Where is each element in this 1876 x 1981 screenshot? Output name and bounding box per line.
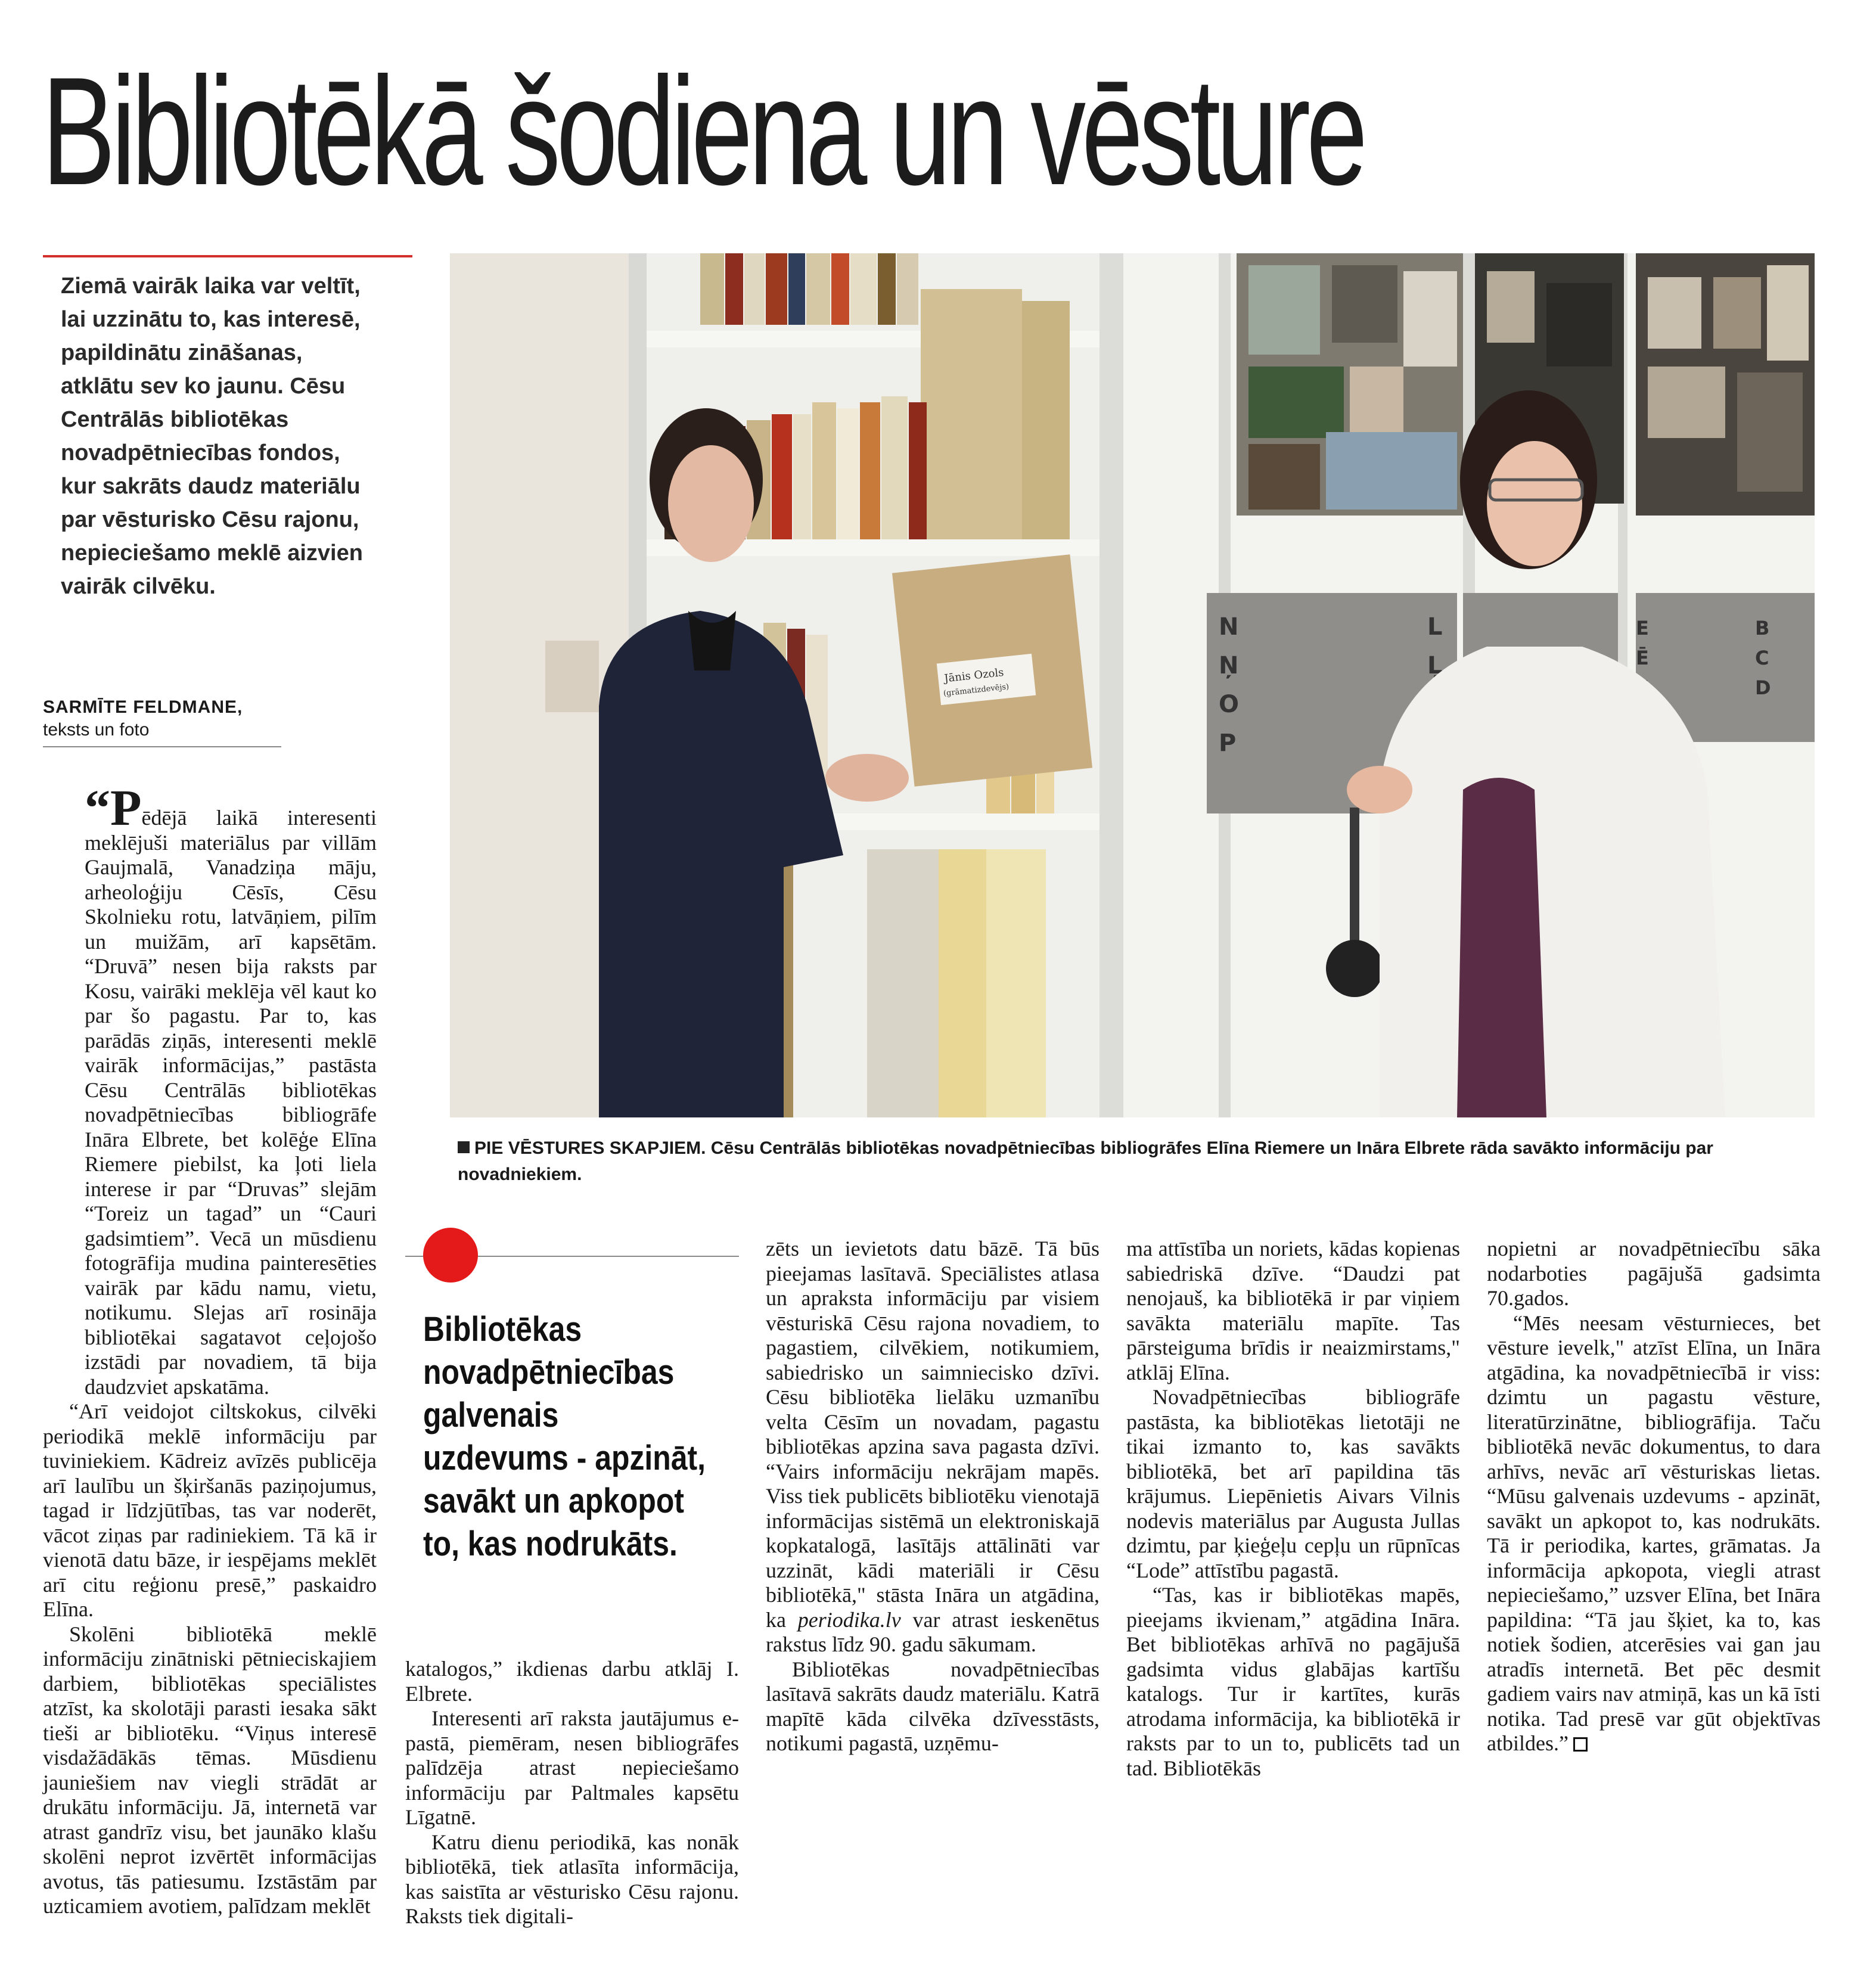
- dropcap: “P: [85, 779, 142, 836]
- shelf-letter: Ē: [1636, 647, 1649, 669]
- red-dot-marker: [423, 1228, 478, 1283]
- article-column-5: [1487, 1237, 1821, 1756]
- article-column-1: [43, 779, 377, 1919]
- folder-sublabel: (grāmatizdevējs): [943, 682, 1010, 698]
- article-paragraph: “Tas, kas ir bibliotēkas mapēs, pieejams ikvienam,” atgādina Ināra. Bet bibliotēkas arhīvā no pagājušā gadsimta vidus glabājas kartīšu katalogs. Tur ir kartītes, kurās atrodama informācija, ka bibliotēkā ir raksts par to un to, publicēts tad un tad. Bibliotēkās: [1126, 1583, 1460, 1780]
- article-paragraph: katalogos,” ikdienas darbu atklāj I. Elbrete.: [405, 1657, 739, 1706]
- article-column-2: [405, 1657, 739, 1929]
- end-mark-icon: [1573, 1737, 1588, 1752]
- red-rule: [43, 255, 412, 257]
- lead-paragraph: Ziemā vairāk laika var veltīt, lai uzzinātu to, kas interesē, papildinātu zināšanas, atklātu sev ko jaunu. Cēsu Centrālās bibliotēkas novadpētniecības fondos, kur sakrāts daudz materiālu par vēsturisko Cēsu rajonu, nepieciešamo meklē aizvien vairāk cilvēku.: [61, 274, 363, 599]
- pullquote: Bibliotēkas novadpētniecības galvenais uzdevums - apzināt, savākt un apkopot to, kas nodrukāts.: [423, 1310, 706, 1563]
- article-paragraph: “Mēs neesam vēsturnieces, bet vēsture ievelk," atzīst Elīna, un Ināra atgādina, ka novadpētniecībā ir viss: dzimtu un pagastu vēsture, literatūrzinātne, bibliogrāfija. Taču bibliotēkā nevāc dokumentus, to dara arhīvs, nevāc arī vēsturiskas lietas. “Mūsu galvenais uzdevums - apzināt, savākt un apkopot to, kas nodrukāts. Tā ir periodika, kartes, grāmatas. Ja informācija apkopota, viegli atrast nepieciešamo,” uzsver Elīna, bet Ināra papildina: “Tā jau šķiet, ka to, kas notiek šodien, atcerēsies vai gan jau atradīs internetā. Bet pēc desmit gadiem vairs nav atmiņā, kas un kā īsti notika. Tad presē var gūt objektīvas atbildes.”: [1487, 1311, 1821, 1755]
- article-paragraph: “Arī veidojot ciltskokus, cilvēki periodikā meklē informāciju par tuviniekiem. Kādreiz avīzēs publicēja arī laulību un šķiršanās paziņojumus, tagad ir līdzjūtības, tas var noderēt, vācot ziņas par radiniekiem. Tā kā ir vienotā datu bāze, ir iespējams meklēt arī citu reģionu presē,” paskaidro Elīna.: [43, 1399, 377, 1621]
- shelf-letter: Ņ: [1219, 652, 1239, 679]
- article-column-4: [1126, 1237, 1460, 1781]
- shelf-letter: D: [1755, 676, 1771, 699]
- byline-author: SARMĪTE FELDMANE,: [43, 697, 243, 717]
- caption-text: Cēsu Centrālās bibliotēkas novadpētniecības bibliogrāfes Elīna Riemere un Ināra Elbrete rāda savākto informāciju par novadniekiem.: [458, 1138, 1713, 1184]
- headline: Bibliotēkā šodiena un vēsture: [42, 45, 1363, 217]
- shelf-letter: P: [1219, 729, 1237, 757]
- byline-rule: [43, 746, 281, 747]
- caption-prefix: PIE VĒSTURES SKAPJIEM.: [474, 1138, 706, 1158]
- folder-label: Jānis Ozols: [943, 666, 1005, 685]
- article-photo: [450, 253, 1815, 1117]
- byline-role: teksts un foto: [43, 720, 150, 740]
- shelf-letter: B: [1755, 617, 1770, 639]
- shelf-letter: O: [1219, 691, 1240, 718]
- shelf-letter: E: [1636, 617, 1649, 639]
- article-column-3: [766, 1237, 1099, 1756]
- shelf-letter: N: [1219, 613, 1239, 641]
- article-paragraph: nopietni ar novadpētniecību sāka nodarboties pagājušā gadsimta 70.gados.: [1487, 1237, 1821, 1310]
- article-paragraph: Bibliotēkas novadpētniecības lasītavā sakrāts daudz materiālu. Katrā mapītē kāda cilvēka dzīvesstāsts, notikumi pagastā, uzņēmu-: [766, 1657, 1099, 1755]
- caption-bullet: [458, 1141, 470, 1153]
- photo-caption: [458, 1135, 1816, 1188]
- article-paragraph: Katru dienu periodikā, kas nonāk bibliotēkā, tiek atlasīta informācija, kas saistīta ar vēsturisko Cēsu rajonu. Raksts tiek digitali-: [405, 1830, 739, 1928]
- shelf-letter: C: [1755, 647, 1769, 669]
- shelf-letter: Ļ: [1427, 652, 1443, 679]
- article-paragraph: Novadpētniecības bibliogrāfe pastāsta, ka bibliotēkas lietotāji ne tikai izmanto to, kas savākts bibliotēkā, bet arī papildina tās krājumus. Liepēnietis Aivars Vilnis nodevis materiālus par Augusta Jullas dzimtu, par ķieģeļu cepļu un rūpnīcas “Lode” attīstību pagastā.: [1126, 1385, 1460, 1582]
- article-paragraph: ma attīstība un noriets, kādas kopienas sabiedriskā dzīve. “Daudzi pat nenojauš, ka bibliotēkā ir par viņiem savākta materiālu mapīte. Tas pārsteiguma brīdis ir neaizmirstams," atklāj Elīna.: [1126, 1237, 1460, 1384]
- article-paragraph: Skolēni bibliotēkā meklē informāciju zinātniski pētnieciskajiem darbiem, bibliotēkas speciālistes atzīst, ka skolotāji parasti iesaka sākt tieši ar bibliotēku. “Viņus interesē visdažādākās tēmas. Mūsdienu jauniešiem nav viegli strādāt ar drukātu informāciju. Jā, internetā var atrast gandrīz visu, bet jaunāko klašu skolēni neprot izvērtēt informācijas avotus, tās patiesumu. Izstāstām par uzticamiem avotiem, palīdzam meklēt: [43, 1622, 377, 1918]
- article-paragraph: “Pēdējā laikā interesenti meklējuši materiālus par villām Gaujmalā, Vanadziņa māju, arheoloģiju Cēsīs, Cēsu Skolnieku rotu, latvāņiem, pilīm un muižām, arī kapsētām. “Druvā” nesen bija raksts par Kosu, vairāki meklēja vēl kaut ko par šo pagastu. Par to, kas parādās ziņās, interesenti meklē vairāk informācijas,” pastāsta Cēsu Centrālās bibliotēkas novadpētniecības bibliogrāfe Ināra Elbrete, bet kolēģe Elīna Riemere piebilst, ka ļoti liela interese ir par “Druvas” slejām “Toreiz un tagad” un “Cauri gadsimtiem”. Vecā un mūsdienu fotogrāfija mudina painteresēties vairāk par kādu namu, vietu, notikumu. Slejas arī rosināja bibliotēkai sagatavot ceļojošo izstādi par novadiem, tā bija daudzviet apskatāma.: [85, 779, 377, 1399]
- article-paragraph: zēts un ievietots datu bāzē. Tā būs pieejamas lasītavā. Speciālistes atlasa un apraksta informāciju par visiem vēsturiskā Cēsu rajona novadiem, to pagastiem, cilvēkiem, notikumiem, sabiedrisko un saimniecisko dzīvi. Cēsu bibliotēka lielāku uzmanību velta Cēsīm un novadam, pagastu bibliotēkas apzina sava pagasta dzīvi. “Vairs informāciju nekrājam mapēs. Viss tiek publicēts bibliotēku vienotajā informācijas sistēmā un elektroniskajā kopkatalogā, lasītājs attālināti var uzzināt, kādi materiāli ir Cēsu bibliotēkā," stāsta Ināra un atgādina, ka periodika.lv var atrast ieskenētus rakstus līdz 90. gadu sākumam.: [766, 1237, 1099, 1656]
- article-paragraph: Interesenti arī raksta jautājumus e-pastā, piemēram, nesen bibliogrāfes palīdzēja atrast nepieciešamo informāciju par Paltmales kapsētu Līgatnē.: [405, 1706, 739, 1829]
- shelf-letter: L: [1427, 613, 1443, 641]
